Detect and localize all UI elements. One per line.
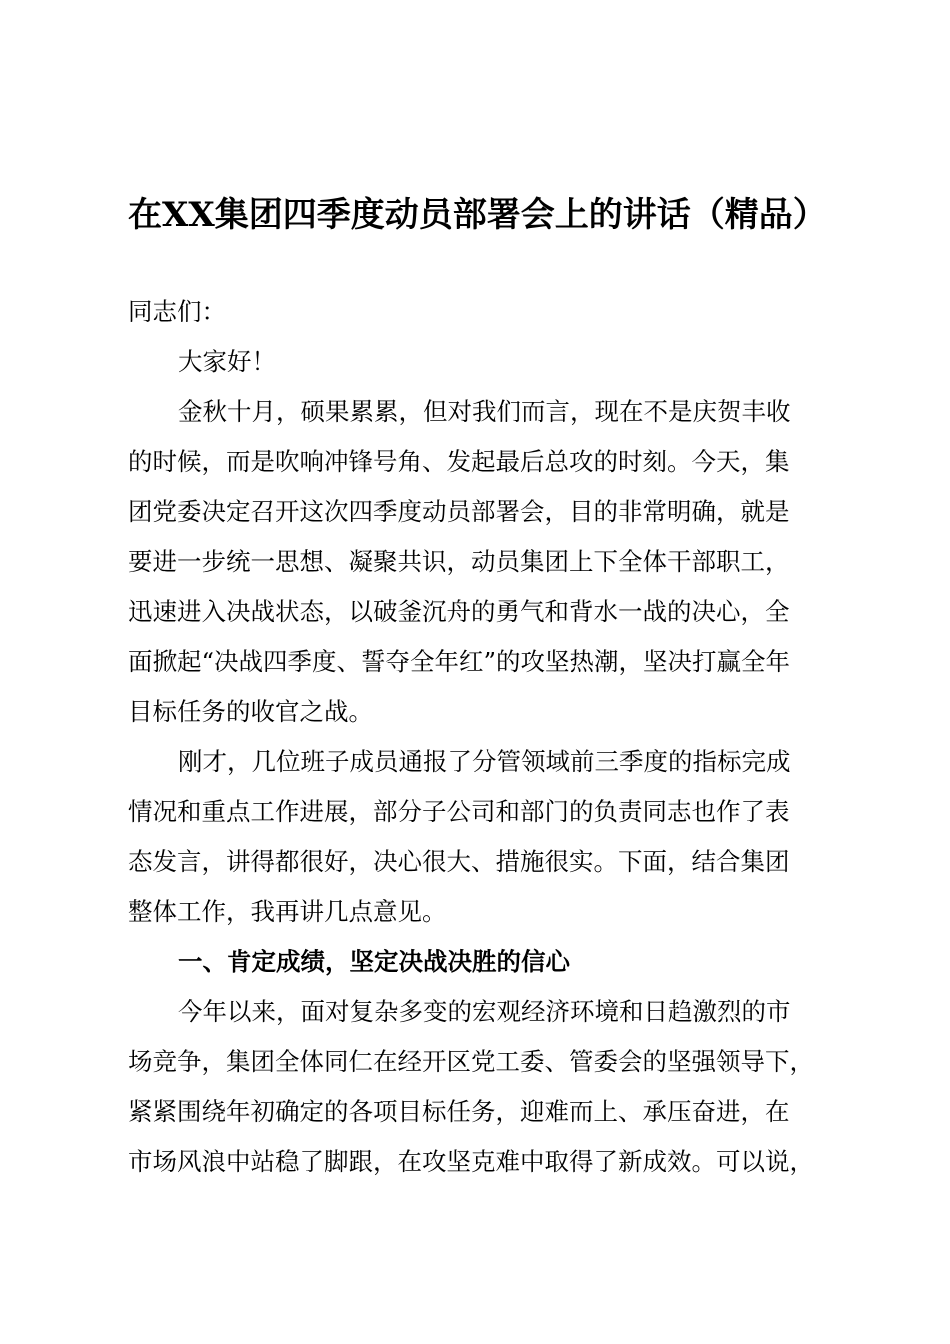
body-line: 目标任务的收官之战。 xyxy=(128,697,373,726)
salutation: 同志们： xyxy=(128,297,226,326)
body-line: 要进一步统一思想、凝聚共识，动员集团上下全体干部职工， xyxy=(128,547,790,576)
body-line: 金秋十月，硕果累累，但对我们而言，现在不是庆贺丰收 xyxy=(178,397,791,426)
body-line: 市场风浪中站稳了脚跟，在攻坚克难中取得了新成效。可以说， xyxy=(128,1147,814,1176)
body-line: 场竞争，集团全体同仁在经开区党工委、管委会的坚强领导下， xyxy=(128,1047,814,1076)
body-line: 迅速进入决战状态，以破釜沉舟的勇气和背水一战的决心，全 xyxy=(128,597,790,626)
document-title: 在XX集团四季度动员部署会上的讲话（精品） xyxy=(128,195,827,235)
section-heading: 一、肯定成绩，坚定决战决胜的信心 xyxy=(178,947,570,976)
body-line: 整体工作，我再讲几点意见。 xyxy=(128,897,447,926)
body-line: 大家好！ xyxy=(178,347,276,376)
body-line: 紧紧围绕年初确定的各项目标任务，迎难而上、承压奋进，在 xyxy=(128,1097,790,1126)
body-line: 今年以来，面对复杂多变的宏观经济环境和日趋激烈的市 xyxy=(178,997,791,1026)
body-line: 的时候，而是吹响冲锋号角、发起最后总攻的时刻。今天，集 xyxy=(128,447,790,476)
body-line: 态发言，讲得都很好，决心很大、措施很实。下面，结合集团 xyxy=(128,847,790,876)
body-line: 面掀起“决战四季度、誓夺全年红”的攻坚热潮，坚决打赢全年 xyxy=(128,647,791,676)
body-line: 团党委决定召开这次四季度动员部署会，目的非常明确，就是 xyxy=(128,497,790,526)
body-line: 情况和重点工作进展，部分子公司和部门的负责同志也作了表 xyxy=(128,797,790,826)
body-line: 刚才，几位班子成员通报了分管领域前三季度的指标完成 xyxy=(178,747,791,776)
document-body xyxy=(128,342,828,1192)
